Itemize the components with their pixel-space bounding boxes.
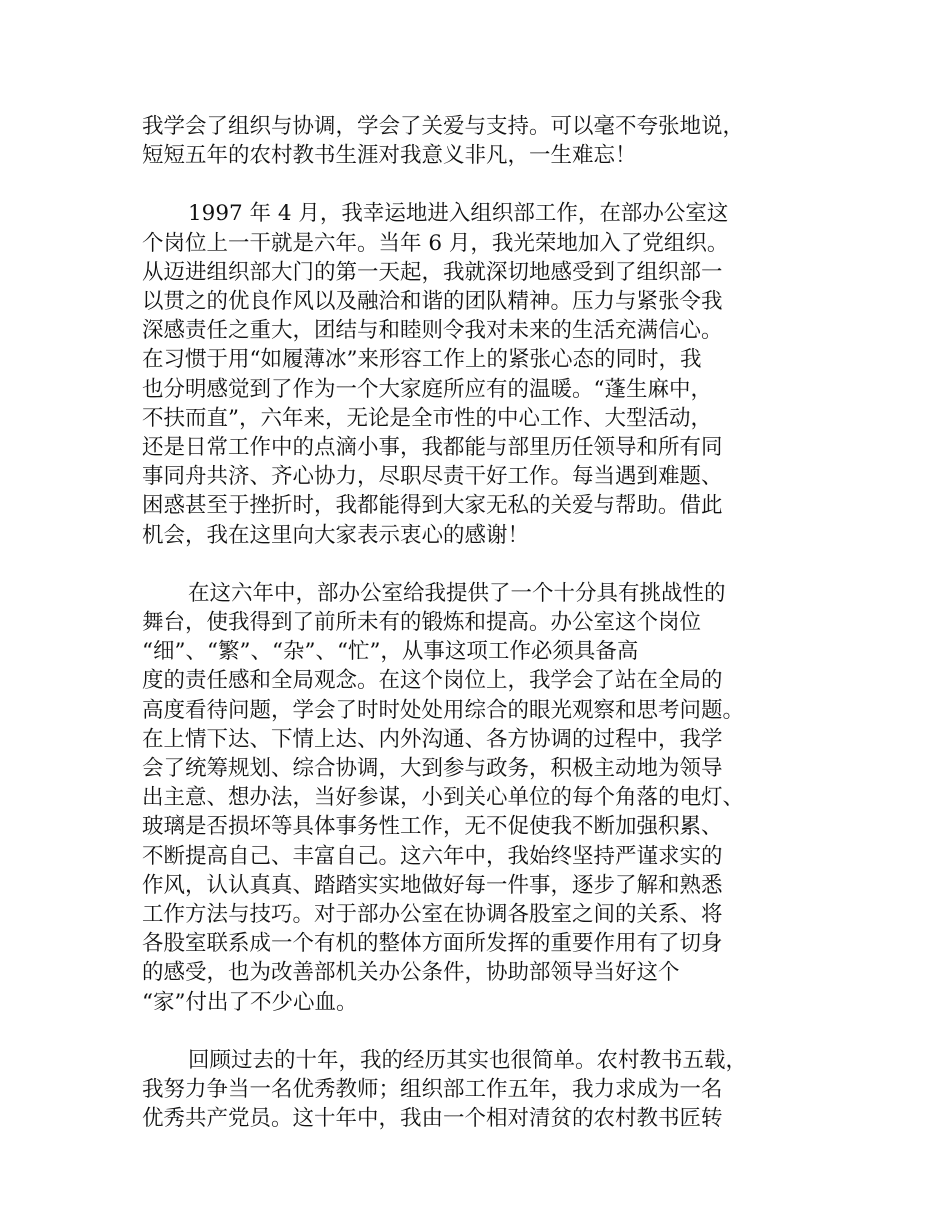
text-line: 还是日常工作中的点滴小事，我都能与部里历任领导和所有同	[142, 435, 723, 461]
text-line: 我努力争当一名优秀教师；组织部工作五年，我力求成为一名	[142, 1077, 723, 1103]
text-line: 机会，我在这里向大家表示衷心的感谢！	[142, 522, 530, 548]
text-line: 高度看待问题，学会了时时处处用综合的眼光观察和思考问题。	[142, 697, 745, 723]
text-line: 在这六年中，部办公室给我提供了一个十分具有挑战性的	[188, 580, 726, 606]
text-line: 工作方法与技巧。对于部办公室在协调各股室之间的关系、将	[142, 902, 723, 928]
paragraph-4	[142, 1046, 832, 1134]
paragraph-2	[142, 199, 832, 549]
document-body	[142, 112, 832, 1163]
text-line: 玻璃是否损坏等具体事务性工作，无不促使我不断加强积累、	[142, 814, 723, 840]
text-line: 1997 年 4 月，我幸运地进入组织部工作，在部办公室这	[188, 201, 729, 227]
text-line: “细”、“繁”、“杂”、“忙”，从事这项工作必须具备高	[142, 639, 639, 665]
text-line: 事同舟共济、齐心协力，尽职尽责干好工作。每当遇到难题、	[142, 464, 723, 490]
text-line: 也分明感觉到了作为一个大家庭所应有的温暖。“蓬生麻中，	[142, 376, 712, 402]
text-line: 不扶而直”，六年来，无论是全市性的中心工作、大型活动，	[142, 405, 712, 431]
text-line: 回顾过去的十年，我的经历其实也很简单。农村教书五载，	[188, 1047, 748, 1073]
text-line: 优秀共产党员。这十年中，我由一个相对清贫的农村教书匠转	[142, 1106, 723, 1132]
text-line: 在习惯于用“如履薄冰”来形容工作上的紧张心态的同时，我	[142, 347, 702, 373]
text-line: 以贯之的优良作风以及融洽和谐的团队精神。压力与紧张令我	[142, 289, 723, 315]
paragraph-3	[142, 579, 832, 1017]
text-line: 不断提高自己、丰富自己。这六年中，我始终坚持严谨求实的	[142, 843, 723, 869]
text-line: 我学会了组织与协调，学会了关爱与支持。可以毫不夸张地说，	[142, 114, 745, 139]
text-line: 度的责任感和全局观念。在这个岗位上，我学会了站在全局的	[142, 668, 723, 694]
text-line: 的感受，也为改善部机关办公条件，协助部领导当好这个	[142, 960, 680, 986]
text-line: 短短五年的农村教书生涯对我意义非凡，一生难忘！	[142, 143, 637, 169]
text-line: 会了统筹规划、综合协调，大到参与政务，积极主动地为领导	[142, 756, 723, 782]
text-line: 困惑甚至于挫折时，我都能得到大家无私的关爱与帮助。借此	[142, 493, 723, 519]
text-line: 作风，认认真真、踏踏实实地做好每一件事，逐步了解和熟悉	[142, 872, 723, 898]
text-line: 在上情下达、下情上达、内外沟通、各方协调的过程中，我学	[142, 726, 723, 752]
text-line: “家”付出了不少心血。	[142, 989, 358, 1015]
paragraph-1	[142, 112, 832, 170]
text-line: 出主意、想办法，当好参谋，小到关心单位的每个角落的电灯、	[142, 785, 745, 811]
text-line: 从迈进组织部大门的第一天起，我就深切地感受到了组织部一	[142, 259, 723, 285]
text-line: 深感责任之重大，团结与和睦则令我对未来的生活充满信心。	[142, 318, 723, 344]
text-line: 各股室联系成一个有机的整体方面所发挥的重要作用有了切身	[142, 931, 723, 957]
text-line: 舞台，使我得到了前所未有的锻炼和提高。办公室这个岗位	[142, 610, 702, 636]
text-line: 个岗位上一干就是六年。当年 6 月，我光荣地加入了党组织。	[142, 230, 729, 256]
